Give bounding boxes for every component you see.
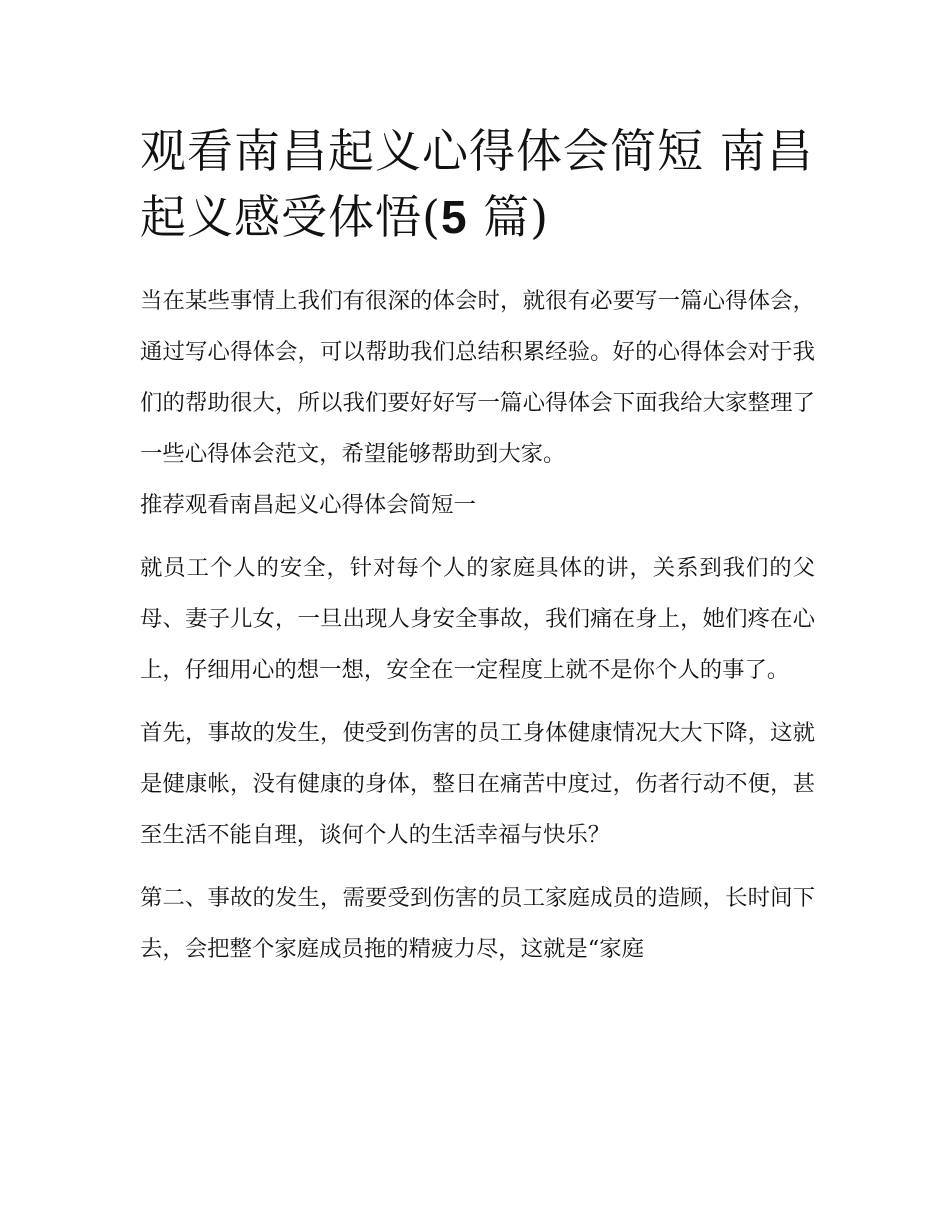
document-title [140, 118, 815, 250]
body-paragraph-3: 第二、事故的发生，需要受到伤害的员工家庭成员的造顾，长时间下去，会把整个家庭成员拖的精疲力尽，这就是“家庭 [140, 885, 815, 962]
intro-paragraph: 当在某些事情上我们有很深的体会时，就很有必要写一篇心得体会，通过写心得体会，可以帮助我们总结积累经验。好的心得体会对于我们的帮助很大，所以我们要好好写一篇心得体会下面我给大家整理了一些心得体会范文，希望能够帮助到大家。 [140, 288, 815, 467]
body-paragraph-1: 就员工个人的安全，针对每个人的家庭具体的讲，关系到我们的父母、妻子儿女，一旦出现人身安全事故，我们痛在身上，她们疼在心上，仔细用心的想一想，安全在一定程度上就不是你个人的事了。 [140, 555, 815, 683]
section-heading: 推荐观看南昌起义心得体会简短一 [140, 492, 476, 518]
title-number: 5 [440, 191, 468, 243]
body-paragraph-2: 首先，事故的发生，使受到伤害的员工身体健康情况大大下降，这就是健康帐，没有健康的身体，整日在痛苦中度过，伤者行动不便，甚至生活不能自理，谈何个人的生活幸福与快乐？ [140, 720, 815, 848]
title-text-part1: 观看南昌起义心得体会简短 南昌起义感受体悟( [140, 124, 814, 244]
title-text-part2: 篇) [467, 190, 550, 244]
document-page [140, 118, 815, 975]
